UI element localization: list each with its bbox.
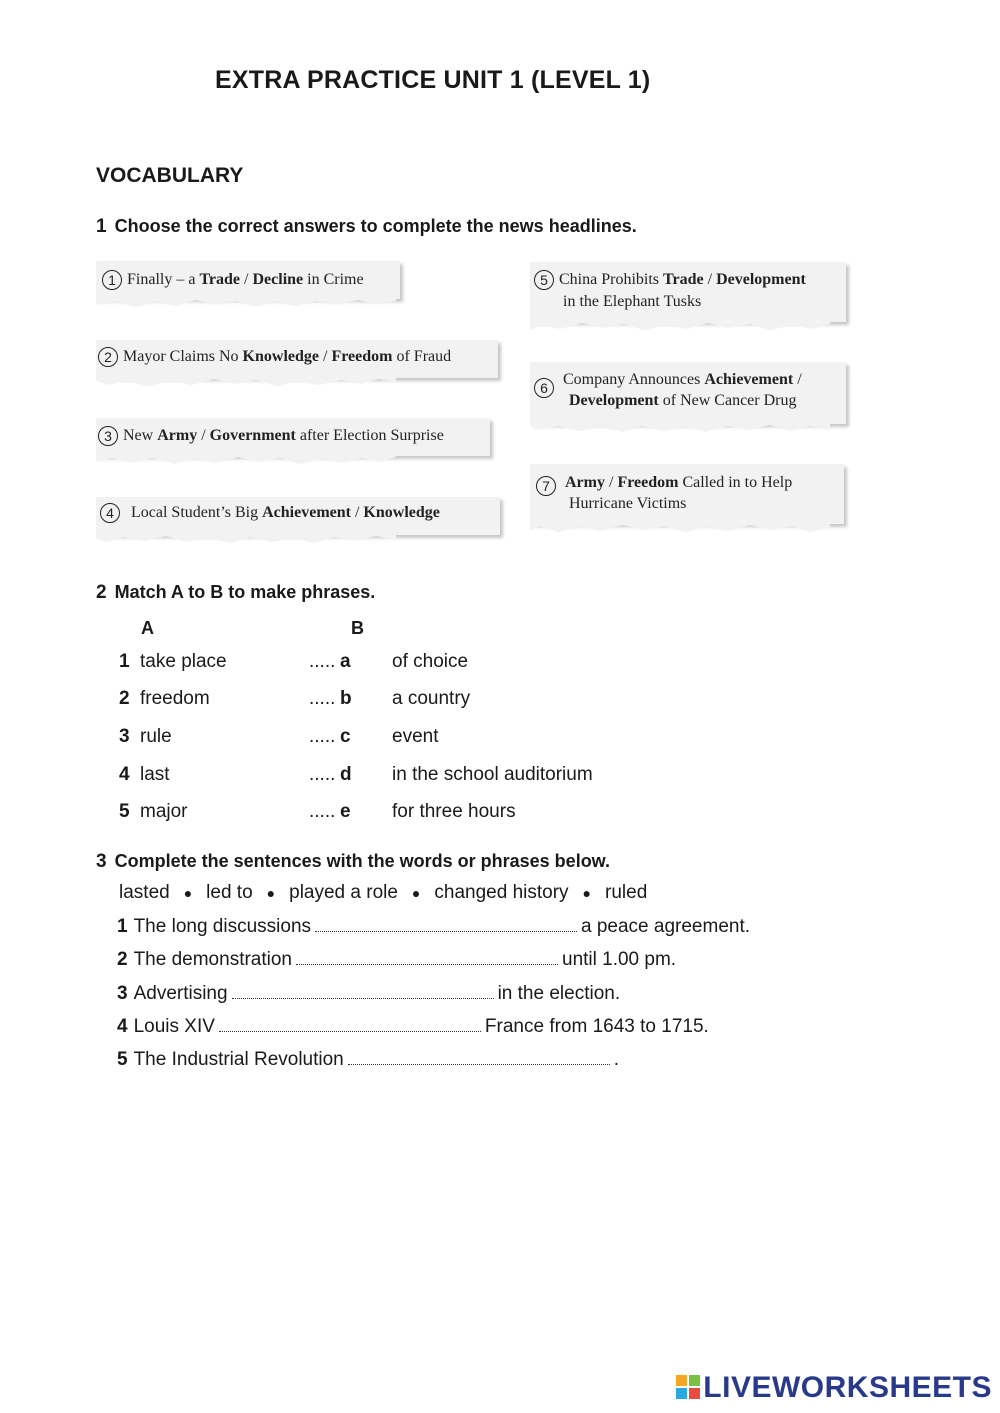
sentence-text: until 1.00 pm. bbox=[562, 949, 677, 970]
option-button[interactable]: Achievement bbox=[704, 371, 794, 388]
sentence-number: 1 bbox=[117, 916, 128, 937]
bullet-icon: ● bbox=[411, 884, 421, 901]
answer-blank[interactable] bbox=[219, 1017, 481, 1032]
headline-text: New bbox=[123, 427, 158, 444]
word-bank-item: led to bbox=[206, 882, 253, 903]
phrase-a: take place bbox=[140, 651, 227, 672]
phrase-b: for three hours bbox=[392, 801, 516, 822]
word-bank-item: played a role bbox=[289, 882, 398, 903]
option-button[interactable]: Army bbox=[157, 427, 198, 444]
option-button[interactable]: Development bbox=[716, 271, 806, 288]
exercise-instruction: Match A to B to make phrases. bbox=[114, 582, 376, 602]
sentence-text: a peace agreement. bbox=[581, 916, 751, 937]
answer-blank[interactable]: ..... bbox=[309, 764, 336, 785]
page-title: EXTRA PRACTICE UNIT 1 (LEVEL 1) bbox=[215, 66, 651, 94]
row-number: 2 bbox=[119, 688, 130, 709]
answer-blank[interactable]: ..... bbox=[309, 651, 336, 672]
sentence bbox=[117, 949, 676, 971]
sentence-text: The demonstration bbox=[133, 949, 292, 970]
exercise-1-heading bbox=[96, 216, 637, 238]
exercise-number: 3 bbox=[96, 851, 107, 872]
liveworksheets-logo-icon bbox=[675, 1374, 701, 1400]
headline-1 bbox=[96, 261, 400, 299]
sentence-number: 5 bbox=[117, 1049, 128, 1070]
torn-edge bbox=[96, 452, 396, 466]
row-number: 3 bbox=[119, 726, 130, 747]
headline-4 bbox=[96, 497, 500, 535]
headline-3 bbox=[96, 418, 490, 456]
separator: / bbox=[703, 271, 717, 288]
sentence-text: Louis XIV bbox=[133, 1016, 215, 1037]
sentence-text: . bbox=[613, 1049, 620, 1070]
bullet-icon: ● bbox=[266, 884, 276, 901]
headline-text: of Fraud bbox=[392, 348, 452, 365]
match-row bbox=[0, 688, 700, 718]
sentence-number: 2 bbox=[117, 949, 128, 970]
option-button[interactable]: Trade bbox=[663, 271, 704, 288]
phrase-b: event bbox=[392, 726, 439, 747]
row-number: 1 bbox=[119, 651, 130, 672]
answer-blank[interactable]: ..... bbox=[309, 726, 336, 747]
row-letter: e bbox=[340, 801, 351, 822]
liveworksheets-logo[interactable] bbox=[675, 1371, 992, 1405]
headline-text: Mayor Claims No bbox=[123, 348, 243, 365]
sentence bbox=[117, 983, 620, 1005]
row-letter: b bbox=[340, 688, 352, 709]
sentence bbox=[117, 1016, 709, 1038]
headline-2 bbox=[96, 340, 498, 378]
word-bank-item: lasted bbox=[119, 882, 170, 903]
sentence-number: 3 bbox=[117, 983, 128, 1004]
row-letter: d bbox=[340, 764, 352, 785]
headline-text: Called in to Help bbox=[678, 474, 793, 491]
logo-text: LIVEWORKSHEETS bbox=[703, 1371, 992, 1404]
headline-text: Hurricane Victims bbox=[569, 495, 687, 512]
exercise-2-heading bbox=[96, 582, 375, 604]
option-button[interactable]: Freedom bbox=[617, 474, 679, 491]
answer-blank[interactable] bbox=[232, 984, 494, 999]
phrase-a: last bbox=[140, 764, 170, 785]
headline-text: Company Announces bbox=[563, 371, 705, 388]
option-button[interactable]: Achievement bbox=[262, 504, 351, 521]
sentence bbox=[117, 1049, 619, 1071]
headline-number: 3 bbox=[98, 426, 118, 446]
bullet-icon: ● bbox=[582, 884, 592, 901]
option-button[interactable]: Knowledge bbox=[242, 348, 319, 365]
headline-number: 4 bbox=[100, 503, 120, 523]
match-row bbox=[0, 651, 700, 681]
option-button[interactable]: Freedom bbox=[331, 348, 393, 365]
headline-5 bbox=[530, 262, 846, 322]
headline-text: Finally – a bbox=[127, 271, 200, 288]
sentence-text: France from 1643 to 1715. bbox=[484, 1016, 709, 1037]
separator: / bbox=[319, 348, 332, 365]
option-button[interactable]: Decline bbox=[252, 271, 304, 288]
separator: / bbox=[604, 474, 618, 491]
option-button[interactable]: Development bbox=[569, 392, 659, 409]
torn-edge bbox=[530, 520, 830, 534]
option-button[interactable]: Knowledge bbox=[363, 504, 440, 521]
answer-blank[interactable] bbox=[315, 917, 577, 932]
headline-7 bbox=[530, 464, 844, 524]
phrase-a: major bbox=[140, 801, 188, 822]
phrase-a: freedom bbox=[140, 688, 210, 709]
headline-text: Local Student’s Big bbox=[131, 504, 263, 521]
sentence-text: in the election. bbox=[497, 983, 621, 1004]
column-a-header: A bbox=[141, 618, 154, 638]
bullet-icon: ● bbox=[183, 884, 193, 901]
word-bank-item: changed history bbox=[434, 882, 569, 903]
answer-blank[interactable]: ..... bbox=[309, 801, 336, 822]
phrase-a: rule bbox=[140, 726, 172, 747]
headline-text: in Crime bbox=[303, 271, 364, 288]
exercise-number: 1 bbox=[96, 216, 107, 237]
row-letter: a bbox=[340, 651, 351, 672]
phrase-b: of choice bbox=[392, 651, 469, 672]
match-row bbox=[0, 764, 700, 794]
headline-number: 6 bbox=[534, 378, 554, 398]
match-row bbox=[0, 726, 700, 756]
headline-number: 5 bbox=[534, 270, 554, 290]
exercise-number: 2 bbox=[96, 582, 107, 603]
row-number: 5 bbox=[119, 801, 130, 822]
sentence bbox=[117, 916, 750, 938]
column-b-header: B bbox=[351, 618, 364, 638]
headline-number: 1 bbox=[102, 270, 122, 290]
option-button[interactable]: Government bbox=[209, 427, 296, 444]
headline-number: 2 bbox=[98, 347, 118, 367]
phrase-b: in the school auditorium bbox=[392, 764, 593, 785]
headline-6 bbox=[530, 362, 846, 424]
torn-edge bbox=[96, 531, 396, 545]
headline-text: in the Elephant Tusks bbox=[563, 293, 702, 310]
sentence-text: Advertising bbox=[133, 983, 228, 1004]
sentence-text: The long discussions bbox=[133, 916, 312, 937]
torn-edge bbox=[96, 295, 396, 309]
answer-blank[interactable] bbox=[348, 1050, 610, 1065]
torn-edge bbox=[530, 420, 830, 434]
torn-edge bbox=[530, 318, 830, 332]
answer-blank[interactable]: ..... bbox=[309, 688, 336, 709]
headline-number: 7 bbox=[536, 476, 556, 496]
answer-blank[interactable] bbox=[296, 950, 558, 965]
separator: / bbox=[350, 504, 364, 521]
headline-text: after Election Surprise bbox=[295, 427, 444, 444]
phrase-b: a country bbox=[392, 688, 471, 709]
row-letter: c bbox=[340, 726, 351, 747]
exercise-3-heading bbox=[96, 851, 610, 873]
torn-edge bbox=[96, 374, 396, 388]
separator: / bbox=[240, 271, 253, 288]
match-row bbox=[0, 801, 700, 831]
exercise-instruction: Complete the sentences with the words or phrases below. bbox=[114, 851, 611, 871]
separator: / bbox=[793, 371, 802, 388]
row-number: 4 bbox=[119, 764, 130, 785]
separator: / bbox=[197, 427, 210, 444]
word-bank-item: ruled bbox=[605, 882, 648, 903]
sentence-text: The Industrial Revolution bbox=[133, 1049, 344, 1070]
word-bank bbox=[119, 882, 647, 904]
section-heading: VOCABULARY bbox=[96, 164, 244, 187]
option-button[interactable]: Trade bbox=[199, 271, 241, 288]
sentence-number: 4 bbox=[117, 1016, 128, 1037]
option-button[interactable]: Army bbox=[565, 474, 605, 491]
headline-text: China Prohibits bbox=[559, 271, 664, 288]
headline-text: of New Cancer Drug bbox=[658, 392, 797, 409]
exercise-instruction: Choose the correct answers to complete the news headlines. bbox=[114, 216, 637, 236]
